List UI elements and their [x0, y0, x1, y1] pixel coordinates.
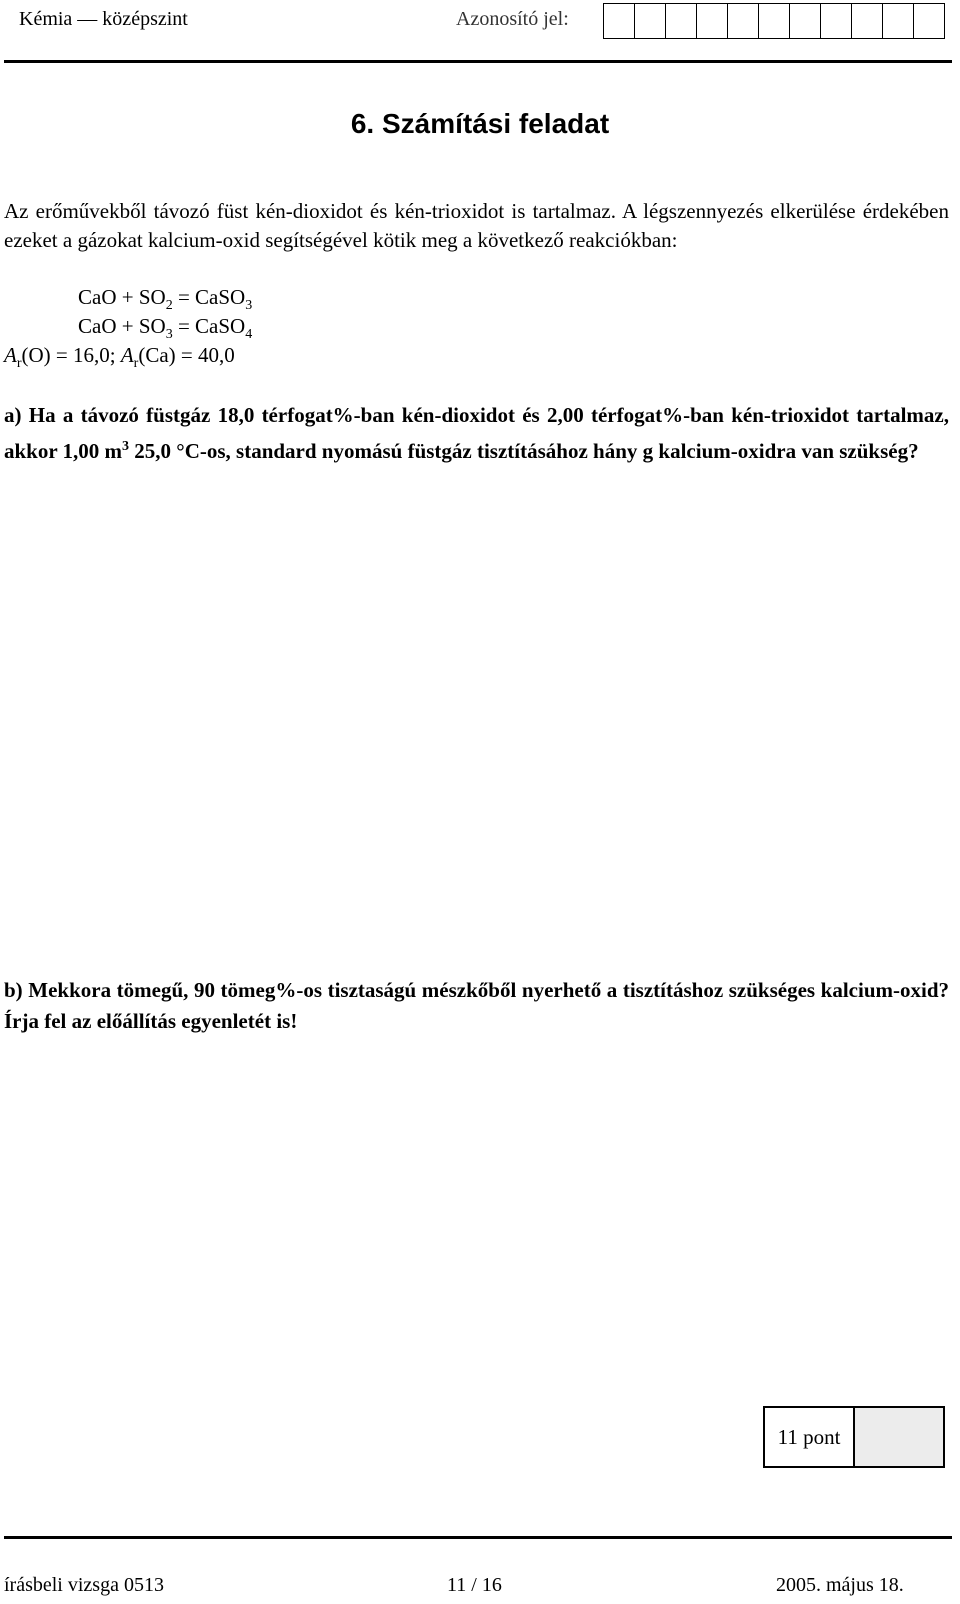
id-box — [727, 3, 759, 39]
id-box — [758, 3, 790, 39]
id-box — [913, 3, 945, 39]
id-box — [882, 3, 914, 39]
score-box — [763, 1406, 945, 1468]
id-box — [696, 3, 728, 39]
id-box — [634, 3, 666, 39]
equation-2: CaO + $SO_3$ = CaSO$_4$ — [78, 314, 253, 343]
intro-paragraph: Az erőművekből távozó füst kén-dioxidot és kén-trioxidot is tartalmaz. A légszennyezés elkerülése érdekében ezeket a gázokat kalcium-oxid segítségével kötik meg a következő reakciókban: — [4, 199, 949, 252]
task-b: b) Mekkora tömegű, 90 tömeg%-os tisztaságú mészkőből nyerhető a tisztításhoz szükséges kalcium-oxid? Írja fel az előállítás egyenletét is! — [4, 978, 949, 1033]
atomic-masses: $A_r(O) = 16,0$; $A_r(Ca) = 40,0$ — [4, 343, 235, 372]
id-boxes — [604, 3, 945, 39]
id-box — [789, 3, 821, 39]
footer-exam-code: írásbeli vizsga 0513 — [4, 1574, 164, 1596]
footer-page-number: 11 / 16 — [447, 1574, 502, 1596]
header-subject: Kémia — középszint — [19, 8, 188, 30]
score-field — [855, 1406, 945, 1468]
id-box — [603, 3, 635, 39]
id-box — [665, 3, 697, 39]
score-label: 11 pont — [763, 1406, 855, 1468]
footer-date: 2005. május 18. — [776, 1574, 904, 1596]
header-divider — [4, 60, 952, 63]
page-title: 6. Számítási feladat — [350, 108, 610, 139]
id-label: Azonosító jel: — [456, 8, 569, 30]
equation-1: CaO + $SO_2$ = CaSO$_3$ — [78, 285, 253, 314]
id-box — [851, 3, 883, 39]
id-box — [820, 3, 852, 39]
task-a: a) Ha a távozó füstgáz 18,0 térfogat%-ban kén-dioxidot és 2,00 térfogat%-ban kén-trioxidot tartalmaz, akkor 1,00 $m^3$ 25,0 °C-os, standard nyomású füstgáz tisztításához hány g kalcium-oxidra van szükség? — [4, 403, 949, 463]
footer-divider — [4, 1536, 952, 1539]
